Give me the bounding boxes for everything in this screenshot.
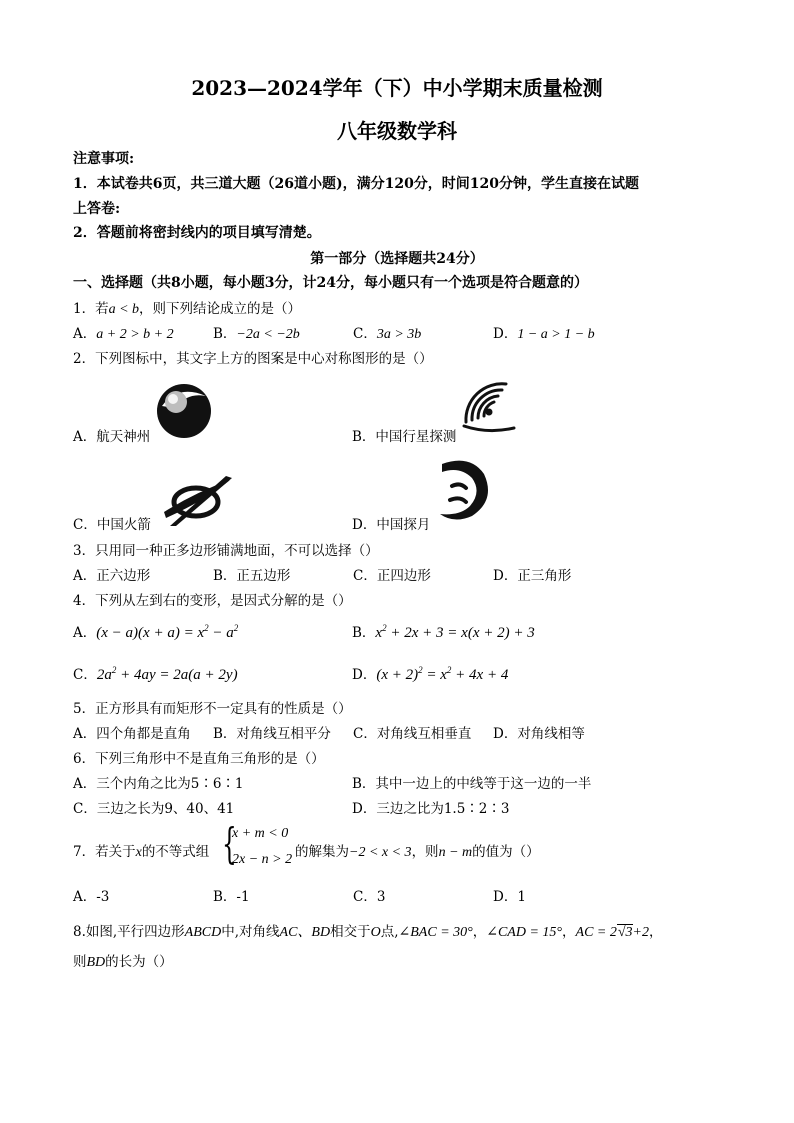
question-7-stem bbox=[73, 840, 209, 861]
q2-option-c: C．中国火箭 bbox=[73, 517, 151, 533]
q4-option-d bbox=[352, 663, 508, 684]
q2-option-a: A．航天神州 bbox=[73, 429, 151, 445]
q8-text: 8.如图,平行四边形 bbox=[73, 924, 185, 940]
q7-text: 的值为（） bbox=[472, 844, 540, 860]
planet-exploration-logo-icon bbox=[458, 378, 516, 436]
q7-text: 的不等式组 bbox=[141, 844, 210, 860]
q1-option-c bbox=[353, 322, 421, 343]
sqrt-icon: √ bbox=[617, 925, 626, 940]
q7-text: 7．若关于 bbox=[73, 844, 136, 860]
q7-inequality-1: x + m < 0 bbox=[232, 826, 289, 841]
option-label: B． bbox=[213, 326, 237, 342]
q7-solution: −2 < x < 3 bbox=[349, 845, 412, 860]
q8-var: O bbox=[370, 925, 381, 940]
q2-option-d: D．中国探月 bbox=[352, 517, 431, 533]
q8-text: 的长为（） bbox=[105, 954, 173, 970]
q7-var: x bbox=[135, 845, 142, 860]
option-math: $(x + 2)^2 = x^2 + 4x + 4$ bbox=[376, 665, 509, 683]
q1-stem-text: 1．若 bbox=[73, 301, 109, 317]
question-7-stem-cont bbox=[295, 840, 540, 861]
q8-text: 则 bbox=[73, 954, 87, 970]
notice-item-1-cont: 上答卷: bbox=[73, 201, 121, 217]
option-label: D． bbox=[493, 326, 518, 342]
q7-text: ，则 bbox=[411, 844, 439, 860]
q8-text: 相交于 bbox=[330, 924, 371, 940]
rocket-logo-icon bbox=[160, 470, 234, 530]
q8-text: 中,对角线 bbox=[221, 924, 280, 940]
option-label: A． bbox=[73, 326, 97, 342]
option-label: A． bbox=[73, 625, 97, 641]
page-title: 2023—2024学年（下）中小学期末质量检测 bbox=[191, 76, 603, 100]
q8-length-end: +2 bbox=[632, 925, 649, 940]
q1-condition: a < b bbox=[108, 302, 140, 317]
option-label: C． bbox=[353, 326, 377, 342]
q5-option-d: D．对角线相等 bbox=[493, 726, 585, 742]
lunar-exploration-logo-icon bbox=[436, 456, 494, 526]
q8-text: ， bbox=[472, 924, 487, 940]
q4-option-b bbox=[352, 621, 535, 642]
option-math: 1 − a > 1 − b bbox=[517, 327, 595, 342]
q7-text: 的解集为 bbox=[295, 844, 349, 860]
q8-var: AC、BD bbox=[279, 925, 331, 940]
option-math: $(x - a)(x + a) = x^2 - a^2$ bbox=[96, 623, 239, 641]
q8-var: BD bbox=[86, 955, 106, 970]
option-math: −2a < −2b bbox=[236, 327, 300, 342]
question-5-stem: 5．正方形具有而矩形不一定具有的性质是（） bbox=[73, 701, 352, 717]
q5-option-c: C．对角线互相垂直 bbox=[353, 726, 472, 742]
question-3-stem: 3．只用同一种正多边形铺满地面，不可以选择（） bbox=[73, 543, 379, 559]
q6-option-d: D．三边之比为1.5∶2∶3 bbox=[352, 801, 510, 817]
q7-option-c: C．3 bbox=[353, 889, 386, 905]
q1-option-b bbox=[213, 322, 300, 343]
q7-option-a: A．-3 bbox=[73, 889, 110, 905]
q4-option-a bbox=[73, 621, 238, 642]
shenzhou-logo-icon bbox=[152, 382, 214, 440]
q5-option-a: A．四个角都是直角 bbox=[73, 726, 191, 742]
question-8-stem bbox=[73, 920, 663, 941]
q3-option-a: A．正六边形 bbox=[73, 568, 151, 584]
q7-inequality-2: 2x − n > 2 bbox=[232, 852, 293, 867]
question-4-stem: 4．下列从左到右的变形，是因式分解的是（） bbox=[73, 593, 352, 609]
question-1-stem bbox=[73, 297, 301, 318]
q5-option-b: B．对角线互相平分 bbox=[213, 726, 331, 742]
question-8-stem-cont bbox=[73, 950, 173, 971]
option-label: C． bbox=[73, 667, 97, 683]
page-subtitle: 八年级数学科 bbox=[337, 119, 457, 143]
q8-angle: ∠BAC = 30° bbox=[398, 925, 473, 940]
q3-option-c: C．正四边形 bbox=[353, 568, 431, 584]
q8-length: AC = 2 bbox=[575, 925, 617, 940]
q7-system-brace: { bbox=[222, 819, 237, 868]
notice-item-2: 2．答题前将密封线内的项目填写清楚。 bbox=[73, 225, 321, 241]
q1-option-d bbox=[493, 322, 595, 343]
q8-angle: ∠CAD = 15° bbox=[486, 925, 563, 940]
option-math: $x^2 + 2x + 3 = x(x + 2) + 3$ bbox=[375, 623, 535, 641]
option-math: $2a^2 + 4ay = 2a(a + 2y)$ bbox=[96, 665, 238, 683]
q8-text: ， bbox=[562, 924, 576, 940]
q8-radicand: 3 bbox=[625, 925, 633, 940]
q7-option-b: B．-1 bbox=[213, 889, 250, 905]
q3-option-b: B．正五边形 bbox=[213, 568, 291, 584]
question-6-stem: 6．下列三角形中不是直角三角形的是（） bbox=[73, 751, 325, 767]
q1-stem-text-end: ，则下列结论成立的是（） bbox=[139, 301, 302, 317]
q4-option-c bbox=[73, 663, 238, 684]
q8-text: 点, bbox=[380, 924, 399, 940]
notice-item-1: 1．本试卷共6页，共三道大题（26道小题)，满分120分，时间120分钟，学生直接在试题 bbox=[73, 176, 640, 192]
q6-option-a: A．三个内角之比为5∶6∶1 bbox=[73, 776, 244, 792]
part-heading: 第一部分（选择题共24分） bbox=[310, 251, 484, 267]
q1-option-a bbox=[73, 322, 174, 343]
section-heading: 一、选择题（共8小题，每小题3分，计24分，每小题只有一个选项是符合题意的） bbox=[73, 275, 588, 291]
q8-text: ， bbox=[649, 924, 663, 940]
q6-option-b: B．其中一边上的中线等于这一边的一半 bbox=[352, 776, 592, 792]
sqrt-radicand bbox=[617, 924, 633, 940]
q3-option-d: D．正三角形 bbox=[493, 568, 572, 584]
q7-option-d: D．1 bbox=[493, 889, 526, 905]
q6-option-c: C．三边之长为9、40、41 bbox=[73, 801, 235, 817]
option-label: B． bbox=[352, 625, 376, 641]
q2-option-b: B．中国行星探测 bbox=[352, 429, 457, 445]
q7-expression: n − m bbox=[438, 845, 473, 860]
option-math: a + 2 > b + 2 bbox=[96, 327, 174, 342]
notice-heading: 注意事项: bbox=[73, 151, 135, 167]
question-2-stem: 2．下列图标中，其文字上方的图案是中心对称图形的是（） bbox=[73, 351, 433, 367]
option-label: D． bbox=[352, 667, 377, 683]
q8-var: ABCD bbox=[184, 925, 222, 940]
option-math: 3a > 3b bbox=[376, 327, 422, 342]
